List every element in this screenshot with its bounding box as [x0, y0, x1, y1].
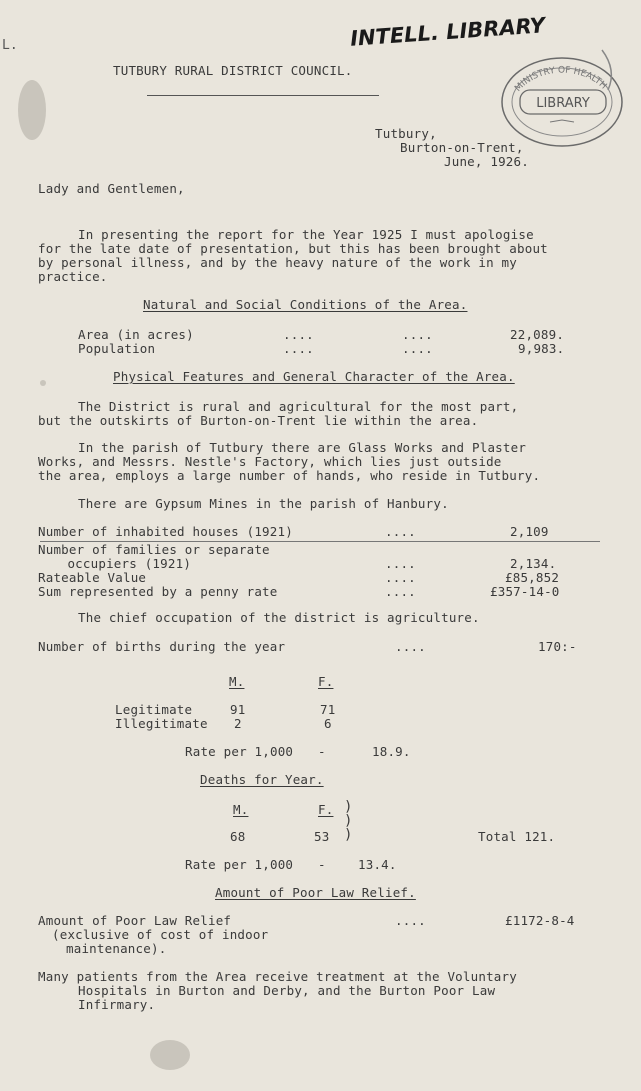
- industry-line: the area, employs a large number of hands, who reside in Tutbury.: [38, 468, 541, 483]
- deaths-heading: Deaths for Year.: [200, 772, 324, 787]
- occupation-line: The chief occupation of the district is agriculture.: [78, 610, 480, 625]
- stat-value: 2,109: [510, 524, 549, 539]
- death-rate-value: 13.4.: [358, 857, 397, 872]
- poor-law-line-1: Amount of Poor Law Relief: [38, 913, 232, 928]
- birth-rate-dash: -: [318, 744, 326, 759]
- intro-line: for the late date of presentation, but this has been brought about: [38, 241, 548, 256]
- poor-law-heading: Amount of Poor Law Relief.: [215, 885, 416, 900]
- physical-line: The District is rural and agricultural for the most part,: [78, 399, 519, 414]
- population-label: Population: [78, 341, 156, 356]
- stat-value: £357-14-0: [490, 584, 560, 599]
- margin-note: L.: [2, 38, 18, 53]
- births-col-f: F.: [318, 674, 334, 689]
- seal-center-text: LIBRARY: [536, 96, 590, 111]
- seal-ring-text: MINISTRY OF HEALTH: [513, 65, 609, 94]
- death-rate-label: Rate per 1,000: [185, 857, 294, 872]
- physical-line: but the outskirts of Burton-on-Trent lie within the area.: [38, 413, 479, 428]
- deaths-col-f: F.: [318, 802, 334, 817]
- library-stamp: INTELL. LIBRARY: [349, 13, 546, 51]
- industry-line: Works, and Messrs. Nestle's Factory, which lies just outside: [38, 454, 502, 469]
- gypsum-line: There are Gypsum Mines in the parish of Hanbury.: [78, 496, 449, 511]
- deaths-total: Total 121.: [478, 829, 556, 844]
- area-dots-2: ....: [402, 327, 433, 342]
- illegitimate-f: 6: [324, 716, 332, 731]
- intro-line: practice.: [38, 269, 108, 284]
- birth-rate-label: Rate per 1,000: [185, 744, 294, 759]
- poor-law-dots: ....: [395, 913, 426, 928]
- poor-law-line-3: maintenance).: [66, 941, 167, 956]
- ministry-seal-icon: [482, 40, 632, 150]
- population-value: 9,983.: [518, 341, 565, 356]
- title-underline: [147, 95, 379, 96]
- stat-label: occupiers (1921): [52, 556, 192, 571]
- stat-dots: ....: [385, 556, 416, 571]
- address-line-3: June, 1926.: [444, 154, 529, 169]
- births-col-m: M.: [229, 674, 245, 689]
- closing-line: Many patients from the Area receive treatment at the Voluntary: [38, 969, 517, 984]
- paper-stain: [40, 380, 46, 386]
- population-dots-2: ....: [402, 341, 433, 356]
- stat-label: Sum represented by a penny rate: [38, 584, 278, 599]
- deaths-brace: ) ) ): [344, 799, 353, 843]
- deaths-m: 68: [230, 829, 246, 844]
- illegitimate-m: 2: [234, 716, 242, 731]
- section-heading-natural: Natural and Social Conditions of the Area.: [143, 297, 468, 312]
- stat-dots: ....: [385, 570, 416, 585]
- intro-line: In presenting the report for the Year 1925 I must apologise: [78, 227, 534, 242]
- stat-label: Number of inhabited houses (1921): [38, 524, 293, 539]
- legitimate-m: 91: [230, 702, 246, 717]
- salutation: Lady and Gentlemen,: [38, 181, 185, 196]
- poor-law-line-2: (exclusive of cost of indoor: [52, 927, 269, 942]
- intro-line: by personal illness, and by the heavy nature of the work in my: [38, 255, 517, 270]
- address-line-2: Burton-on-Trent,: [400, 140, 524, 155]
- council-title: TUTBURY RURAL DISTRICT COUNCIL.: [113, 63, 353, 78]
- poor-law-value: £1172-8-4: [505, 913, 575, 928]
- section-heading-physical: Physical Features and General Character of the Area.: [113, 369, 515, 384]
- paper-stain: [18, 80, 46, 140]
- birth-rate-value: 18.9.: [372, 744, 411, 759]
- stat-label: Number of families or separate: [38, 542, 270, 557]
- area-dots-1: ....: [283, 327, 314, 342]
- stat-dots: ....: [385, 584, 416, 599]
- deaths-col-m: M.: [233, 802, 249, 817]
- closing-line: Infirmary.: [78, 997, 156, 1012]
- stat-label: Rateable Value: [38, 570, 147, 585]
- births-label: Number of births during the year: [38, 639, 286, 654]
- address-line-1: Tutbury,: [375, 126, 437, 141]
- area-value: 22,089.: [510, 327, 565, 342]
- paper-stain: [150, 1040, 190, 1070]
- legitimate-label: Legitimate: [115, 702, 193, 717]
- stat-dots: ....: [385, 524, 416, 539]
- illegitimate-label: Illegitimate: [115, 716, 208, 731]
- births-dots: ....: [395, 639, 426, 654]
- closing-line: Hospitals in Burton and Derby, and the Burton Poor Law: [78, 983, 496, 998]
- area-label: Area (in acres): [78, 327, 194, 342]
- legitimate-f: 71: [320, 702, 336, 717]
- stat-value: £85,852: [505, 570, 560, 585]
- death-rate-dash: -: [318, 857, 326, 872]
- population-dots-1: ....: [283, 341, 314, 356]
- stat-value: 2,134.: [510, 556, 557, 571]
- births-total: 170:-: [538, 639, 577, 654]
- deaths-f: 53: [314, 829, 330, 844]
- industry-line: In the parish of Tutbury there are Glass Works and Plaster: [78, 440, 527, 455]
